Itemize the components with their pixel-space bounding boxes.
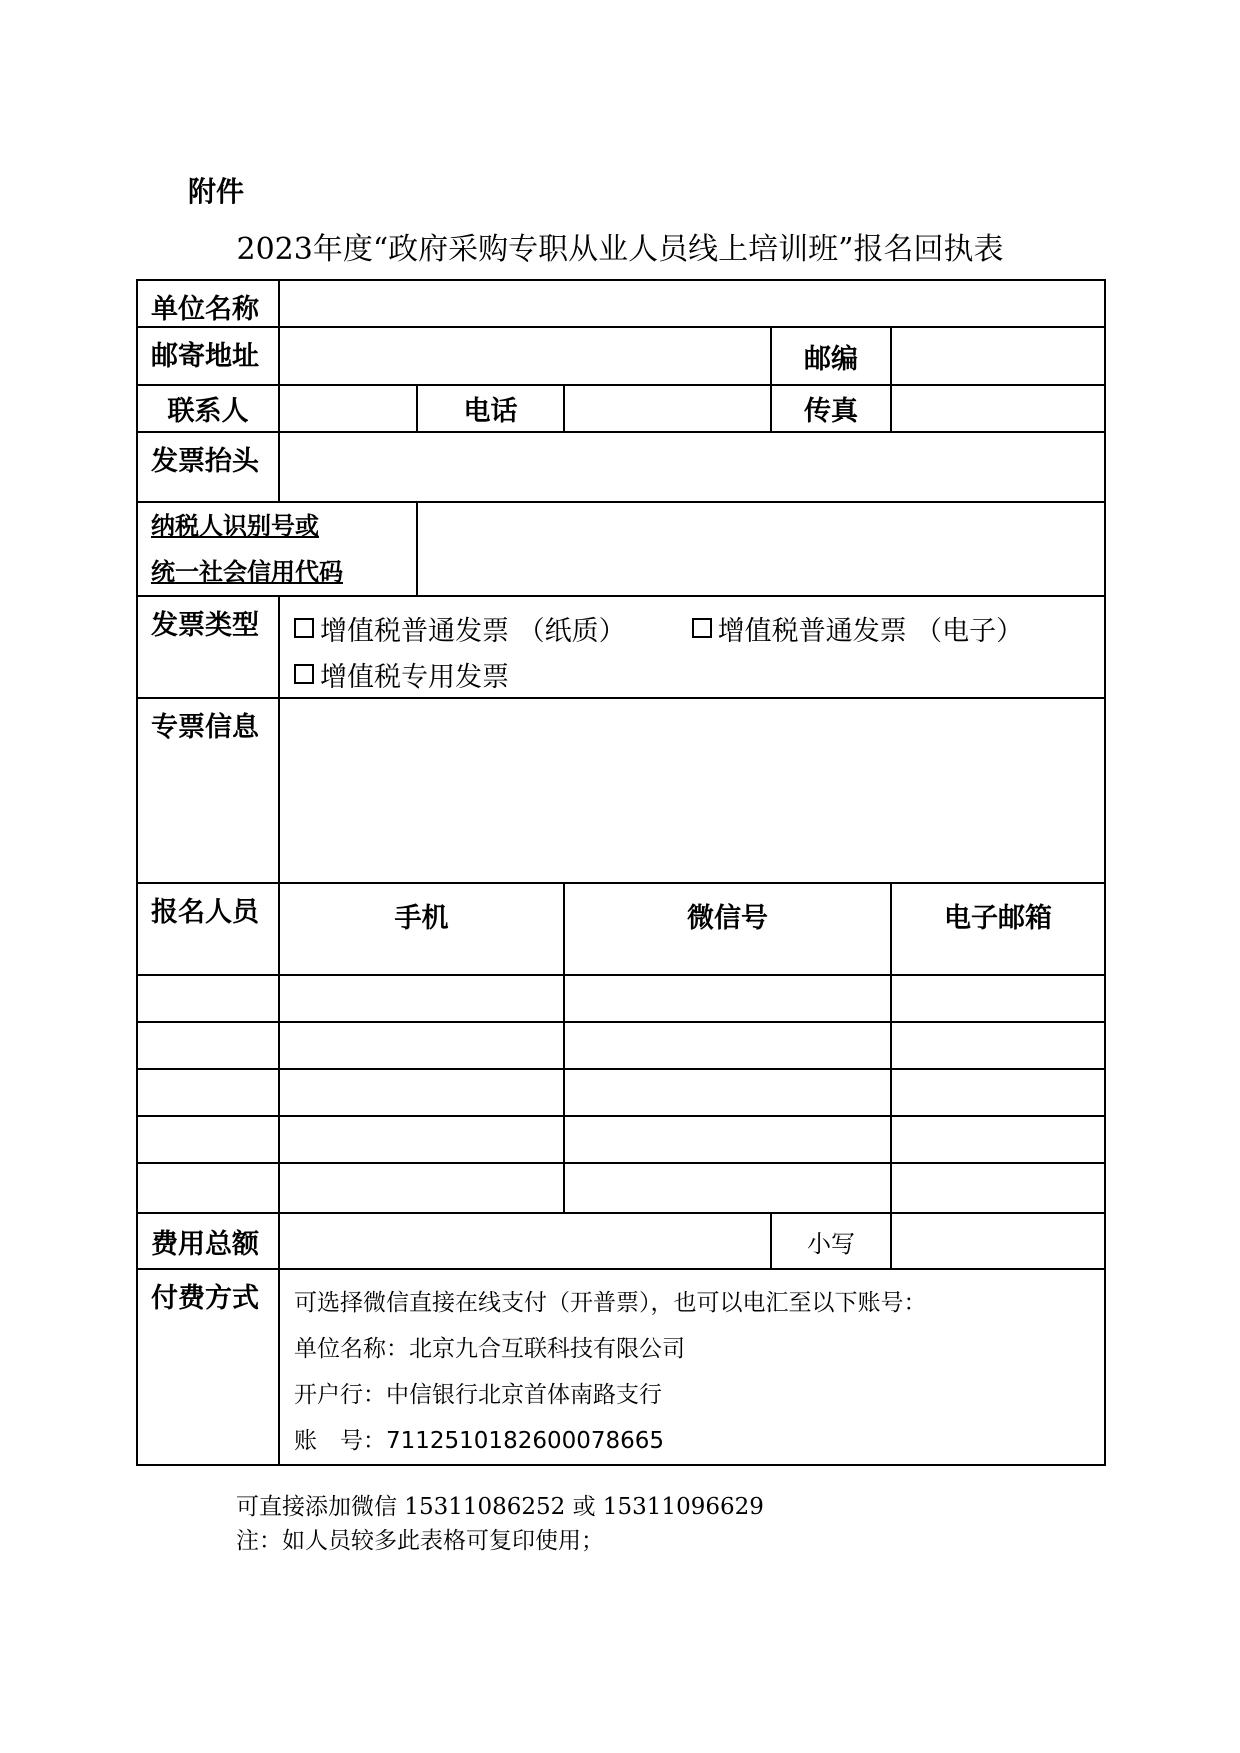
row-invoice-type — [137, 596, 1105, 698]
total-fee-field[interactable] — [279, 1213, 771, 1269]
invoice-option-label: 增值税专用发票 — [320, 661, 509, 693]
registrant-row — [137, 1116, 1105, 1163]
registrant-mobile-cell[interactable] — [279, 1116, 564, 1163]
contact-label: 联系人 — [137, 385, 279, 432]
registrant-email-cell[interactable] — [891, 1069, 1105, 1116]
invoice-option-label: 增值税普通发票 （电子） — [717, 615, 1024, 647]
special-invoice-label: 专票信息 — [137, 698, 279, 883]
payment-label: 付费方式 — [137, 1269, 279, 1465]
registration-form-table — [136, 279, 1106, 1466]
invoice-option-paper[interactable] — [294, 609, 626, 648]
registrant-email-cell[interactable] — [891, 1163, 1105, 1213]
column-header-wechat: 微信号 — [564, 883, 891, 975]
attachment-label: 附件 — [188, 175, 245, 208]
special-invoice-field[interactable] — [279, 698, 1105, 883]
address-label: 邮寄地址 — [137, 327, 279, 385]
registrant-email-cell[interactable] — [891, 1116, 1105, 1163]
checkbox-icon[interactable] — [692, 618, 712, 638]
contact-field[interactable] — [279, 385, 417, 432]
taxpayer-id-label — [137, 502, 417, 596]
invoice-title-label: 发票抬头 — [137, 432, 279, 502]
registrant-wechat-cell[interactable] — [564, 975, 891, 1022]
row-payment — [137, 1269, 1105, 1465]
address-field[interactable] — [279, 327, 771, 385]
phone-field[interactable] — [564, 385, 771, 432]
unit-name-label: 单位名称 — [137, 280, 279, 327]
column-header-email: 电子邮箱 — [891, 883, 1105, 975]
payment-line: 单位名称：北京九合互联科技有限公司 — [294, 1336, 685, 1362]
taxpayer-id-line1: 纳税人识别号或 — [151, 512, 319, 540]
page-title: 2023年度“政府采购专职从业人员线上培训班”报名回执表 — [236, 232, 1004, 267]
registrant-wechat-cell[interactable] — [564, 1163, 891, 1213]
total-fee-label: 费用总额 — [137, 1213, 279, 1269]
invoice-option-special[interactable] — [294, 655, 509, 694]
registrant-name-cell[interactable] — [137, 1163, 279, 1213]
lowercase-amount-field[interactable] — [891, 1213, 1105, 1269]
payment-info — [279, 1269, 1105, 1465]
invoice-type-options — [279, 596, 1105, 698]
payment-line: 可选择微信直接在线支付（开普票），也可以电汇至以下账号： — [294, 1290, 927, 1316]
note-copy: 注：如人员较多此表格可复印使用； — [236, 1528, 604, 1554]
registrant-row — [137, 1022, 1105, 1069]
row-invoice-title — [137, 432, 1105, 502]
registrant-email-cell[interactable] — [891, 1022, 1105, 1069]
invoice-title-field[interactable] — [279, 432, 1105, 502]
registrant-wechat-cell[interactable] — [564, 1116, 891, 1163]
registrant-wechat-cell[interactable] — [564, 1069, 891, 1116]
invoice-type-label: 发票类型 — [137, 596, 279, 698]
postcode-label: 邮编 — [771, 327, 891, 385]
registrant-mobile-cell[interactable] — [279, 975, 564, 1022]
row-taxpayer-id — [137, 502, 1105, 596]
row-address — [137, 327, 1105, 385]
registrant-wechat-cell[interactable] — [564, 1022, 891, 1069]
registrant-name-cell[interactable] — [137, 975, 279, 1022]
registrant-name-cell[interactable] — [137, 1069, 279, 1116]
payment-line: 开户行：中信银行北京首体南路支行 — [294, 1382, 662, 1408]
taxpayer-id-line2: 统一社会信用代码 — [151, 558, 343, 586]
lowercase-label: 小写 — [771, 1213, 891, 1269]
checkbox-icon[interactable] — [294, 664, 314, 684]
registrant-mobile-cell[interactable] — [279, 1163, 564, 1213]
registrant-mobile-cell[interactable] — [279, 1022, 564, 1069]
registrant-row — [137, 1069, 1105, 1116]
phone-label: 电话 — [417, 385, 564, 432]
invoice-option-label: 增值税普通发票 （纸质） — [320, 615, 626, 647]
row-unit-name — [137, 280, 1105, 327]
postcode-field[interactable] — [891, 327, 1105, 385]
taxpayer-id-field[interactable] — [417, 502, 1105, 596]
unit-name-field[interactable] — [279, 280, 1105, 327]
registrant-row — [137, 975, 1105, 1022]
registrants-label: 报名人员 — [137, 883, 279, 975]
row-special-invoice — [137, 698, 1105, 883]
registrant-mobile-cell[interactable] — [279, 1069, 564, 1116]
registrant-email-cell[interactable] — [891, 975, 1105, 1022]
checkbox-icon[interactable] — [294, 618, 314, 638]
registrant-row — [137, 1163, 1105, 1213]
registrant-name-cell[interactable] — [137, 1022, 279, 1069]
payment-line: 账 号：7112510182600078665 — [294, 1428, 665, 1454]
registrant-name-cell[interactable] — [137, 1116, 279, 1163]
row-contact — [137, 385, 1105, 432]
fax-field[interactable] — [891, 385, 1105, 432]
column-header-mobile: 手机 — [279, 883, 564, 975]
note-wechat: 可直接添加微信 15311086252 或 15311096629 — [236, 1494, 764, 1520]
row-registrants-header — [137, 883, 1105, 975]
fax-label: 传真 — [771, 385, 891, 432]
invoice-option-electronic[interactable] — [692, 609, 1024, 648]
row-total-fee — [137, 1213, 1105, 1269]
